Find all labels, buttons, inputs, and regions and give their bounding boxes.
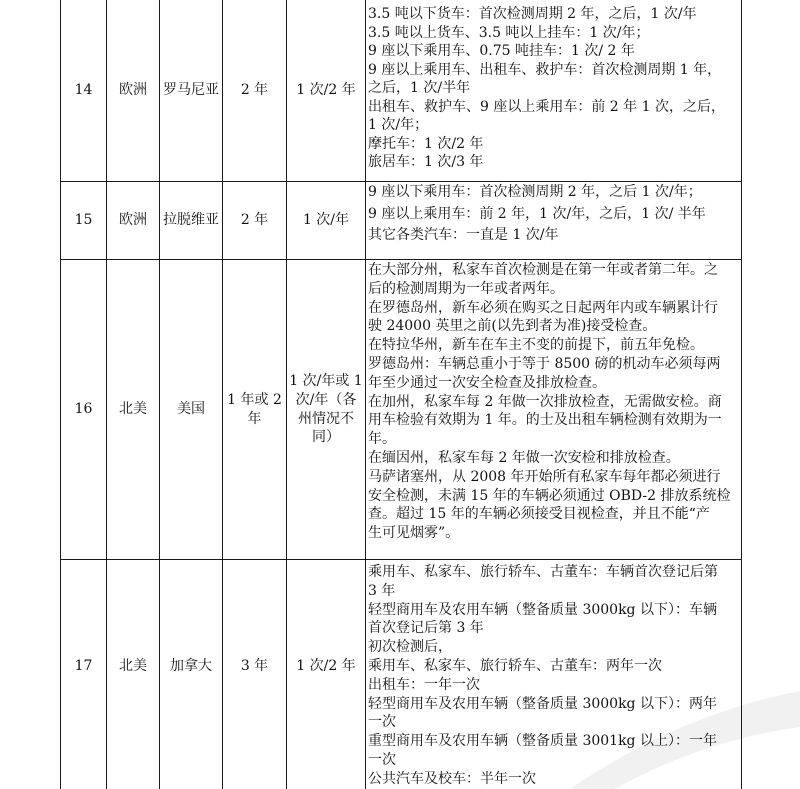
region-cell: 北美 <box>107 260 160 559</box>
text-line: 2 年 <box>240 82 269 99</box>
first-inspection-cell <box>223 182 287 259</box>
text-line: 乘用车、私家车、旅行轿车、古董车：两年一次 <box>368 657 662 674</box>
country-cell: 美国 <box>160 260 223 559</box>
text-line: 1 次/2 年 <box>296 658 356 675</box>
inspection-period-cell <box>287 182 366 259</box>
first-inspection-text <box>241 211 268 230</box>
text-line: 同） <box>312 429 340 446</box>
row-number: 16 <box>60 260 107 559</box>
text-line: 州情况不 <box>298 410 354 427</box>
text-line: 在特拉华州，新车在车主不变的前提下，前五年免检。 <box>368 337 704 354</box>
text-line: 1 次/年； <box>368 117 429 133</box>
region-cell: 欧洲 <box>107 0 160 181</box>
inspection-period-cell <box>287 260 366 559</box>
text-line: 查。超过 15 年的车辆必须接受目视检查，并且不能“产 <box>368 506 710 523</box>
country-cell: 罗马尼亚 <box>160 0 223 181</box>
text-line: 3 年 <box>240 658 269 675</box>
text-line: 在罗德岛州，新车必须在购买之日起两年内或车辆累计行 <box>368 299 718 316</box>
text-line: 后的检测周期为一年或者两年。 <box>368 280 564 297</box>
table-row <box>60 0 742 182</box>
text-line: 9 座以下乘用车：首次检测周期 2 年，之后 1 次/年； <box>368 184 702 200</box>
inspection-table <box>60 0 742 789</box>
text-line: 乘用车、私家车、旅行轿车、古董车：车辆首次登记后第 <box>368 564 718 580</box>
row-number: 15 <box>60 182 107 259</box>
text-line: 年至少通过一次安全检查及排放检查。 <box>368 374 606 391</box>
text-line: 1 年或 2 <box>227 391 282 408</box>
row-number: 14 <box>60 0 107 181</box>
text-line: 马萨诸塞州，从 2008 年开始所有私家车每年都必须进行 <box>368 468 721 485</box>
table-row <box>60 560 742 789</box>
text-line: 3.5 吨以下货车：首次检测周期 2 年，之后，1 次/年 <box>368 6 697 22</box>
text-line: 首次登记后第 3 年 <box>368 620 484 637</box>
text-line: 公共汽车及校车：半年一次 <box>368 770 536 787</box>
country-cell: 拉脱维亚 <box>160 182 223 259</box>
text-line: 轻型商用车及农用车辆（整备质量 3000kg 以下）：两年 <box>368 695 717 712</box>
text-line: 次/年（各 <box>295 391 357 408</box>
text-line: 9 座以上乘用车：前 2 年，1 次/年，之后，1 次/ 半年 <box>368 205 706 222</box>
text-line: 罗德岛州：车辆总重小于等于 8500 磅的机动车必须每两 <box>368 355 721 372</box>
details-cell <box>366 260 742 559</box>
text-line: 摩托车：1 次/2 年 <box>368 135 484 152</box>
text-line: 一次 <box>368 714 396 731</box>
text-line: 旅居车：1 次/3 年 <box>368 154 484 170</box>
text-line: 轻型商用车及农用车辆（整备质量 3000kg 以下）：车辆 <box>368 601 717 618</box>
text-line: 出租车：一年一次 <box>368 676 480 693</box>
first-inspection-cell <box>223 0 287 181</box>
table-row <box>60 260 742 560</box>
details-cell <box>366 182 742 259</box>
text-line: 2 年 <box>240 212 269 229</box>
text-line: 1 次/年或 1 <box>289 373 363 390</box>
first-inspection-cell <box>223 260 287 559</box>
inspection-period-cell <box>287 560 366 789</box>
inspection-period-text <box>296 657 355 676</box>
text-line: 年。 <box>368 431 396 448</box>
text-line: 生可见烟雾”。 <box>368 525 460 542</box>
text-line: 之后，1 次/半年 <box>368 80 471 96</box>
first-inspection-text <box>227 391 282 428</box>
details-cell <box>366 0 742 181</box>
text-line: 重型商用车及农用车辆（整备质量 3001kg 以上）：一年 <box>368 733 717 750</box>
text-line: 3 年 <box>368 582 396 599</box>
text-line: 3.5 吨以上货车、3.5 吨以上挂车：1 次/年； <box>368 24 650 41</box>
inspection-period-text <box>289 372 362 447</box>
region-cell: 欧洲 <box>107 182 160 259</box>
country-cell: 加拿大 <box>160 560 223 789</box>
inspection-period-text <box>303 211 349 230</box>
text-line: 初次检测后， <box>368 639 452 656</box>
text-line: 在缅因州，私家车每 2 年做一次安检和排放检查。 <box>368 449 680 466</box>
text-line: 安全检测，未满 15 年的车辆必须通过 OBD-2 排放系统检 <box>368 487 731 504</box>
text-line: 1 次/年 <box>302 212 350 229</box>
text-line: 在加州，私家车每 2 年做一次排放检查，无需做安检。商 <box>368 393 722 410</box>
text-line: 年 <box>247 410 262 427</box>
first-inspection-cell <box>223 560 287 789</box>
text-line: 9 座以下乘用车、0.75 吨挂车：1 次/ 2 年 <box>368 43 635 59</box>
text-line: 用车检验有效期为 1 年。的士及出租车辆检测有效期为一 <box>368 412 722 429</box>
first-inspection-text <box>241 657 268 676</box>
inspection-period-cell <box>287 0 366 181</box>
text-line: 9 座以上乘用车、出租车、救护车：首次检测周期 1 年， <box>368 61 722 78</box>
text-line: 驶 24000 英里之前(以先到者为准)接受检查。 <box>368 318 657 335</box>
text-line: 其它各类汽车：一直是 1 次/年 <box>368 227 559 243</box>
region-cell: 北美 <box>107 560 160 789</box>
inspection-period-text <box>296 81 355 100</box>
table-row <box>60 182 742 260</box>
text-line: 1 次/2 年 <box>296 82 356 99</box>
text-line: 一次 <box>368 751 396 768</box>
text-line: 在大部分州，私家车首次检测是在第一年或者第二年。之 <box>368 262 718 278</box>
row-number: 17 <box>60 560 107 789</box>
text-line: 出租车、救护车、9 座以上乘用车：前 2 年 1 次，之后， <box>368 98 725 115</box>
first-inspection-text <box>241 81 268 100</box>
details-cell <box>366 560 742 789</box>
